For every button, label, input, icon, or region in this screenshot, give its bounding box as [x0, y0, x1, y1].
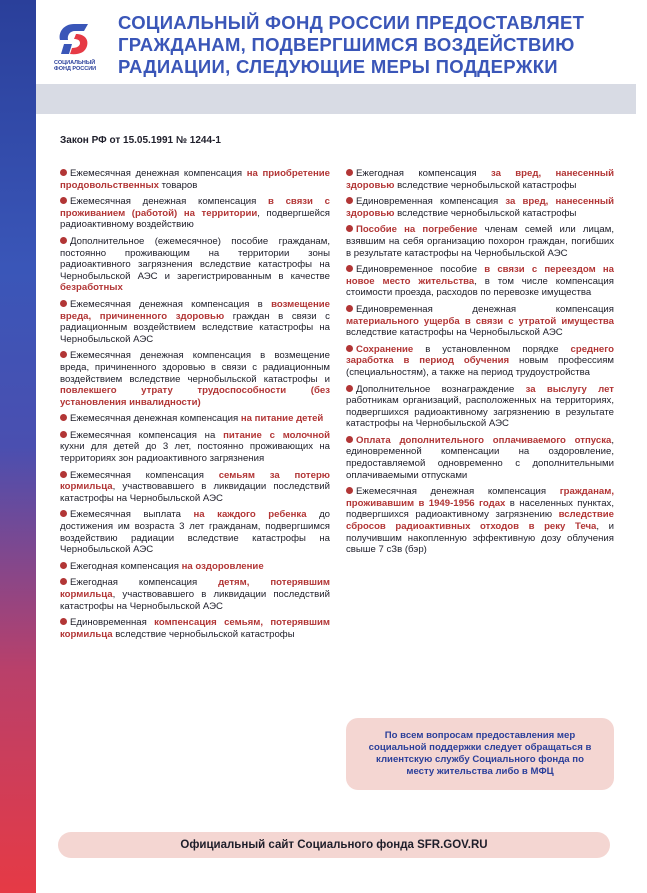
bullet-dot-icon: [60, 414, 67, 421]
benefit-text: Ежемесячная компенсация: [70, 469, 219, 481]
benefit-item: [346, 264, 614, 299]
benefit-text: в населенных пунктах, подвергшихся радиоактивному загрязнению: [346, 497, 614, 521]
bullet-dot-icon: [60, 169, 67, 176]
benefit-text: Единовременная компенсация: [356, 196, 506, 208]
benefit-item: [346, 224, 614, 259]
benefit-highlight: за вред, нанесенный здоровью: [346, 168, 614, 191]
benefit-text: граждан в связи с радиационным воздействием вследствие катастрофы на Чернобыльской АЭС: [60, 310, 330, 345]
benefit-item: [60, 577, 330, 612]
law-reference: Закон РФ от 15.05.1991 № 1244-1: [60, 135, 221, 146]
benefit-item: [60, 561, 330, 573]
bullet-dot-icon: [60, 618, 67, 625]
bullet-dot-icon: [60, 300, 67, 307]
benefit-text: вследствие чернобыльской катастрофы: [394, 207, 577, 219]
benefit-text: Единовременная: [70, 617, 155, 629]
benefit-text: , участвовавшего в ликвидации последствий катастрофы на Чернобыльской АЭС: [60, 481, 330, 504]
benefit-text: вследствие чернобыльской катастрофы: [112, 628, 295, 640]
benefit-item: [60, 617, 330, 640]
benefit-text: Ежемесячная выплата: [70, 509, 194, 521]
bullet-dot-icon: [346, 169, 353, 176]
bullet-dot-icon: [60, 351, 67, 358]
benefit-item: [60, 196, 330, 231]
benefit-text: вследствие катастрофы на Чернобыльской АЭС: [346, 327, 563, 339]
benefit-highlight: вследствие сбросов радиоактивных отходов в реку Теча: [346, 509, 614, 533]
benefit-highlight: семьям за потерю кормильца: [60, 469, 330, 493]
benefit-text: Ежемесячная денежная компенсация: [356, 486, 560, 498]
benefit-text: кухни для детей до 3 лет, постоянно проживающих на территориях зон радиоактивного загрязнения: [60, 441, 330, 465]
benefit-text: Ежемесячная компенсация на: [70, 429, 224, 441]
bullet-dot-icon: [346, 197, 353, 204]
benefit-text: , участвовавшего в ликвидации последствий катастрофы на Чернобыльской АЭС: [60, 589, 330, 612]
benefit-highlight: детям, потерявшим кормильца: [60, 577, 330, 600]
benefit-text: товаров: [158, 179, 198, 191]
benefit-highlight: безработных: [60, 282, 123, 294]
benefit-item: [60, 430, 330, 465]
bullet-dot-icon: [60, 471, 67, 478]
benefit-text: Ежемесячная денежная компенсация: [70, 168, 247, 179]
bullet-dot-icon: [346, 225, 353, 232]
bullet-dot-icon: [346, 385, 353, 392]
benefit-item: [60, 299, 330, 345]
benefit-highlight: питание с молочной: [223, 429, 330, 441]
bullet-dot-icon: [60, 197, 67, 204]
benefit-text: членам семей или лицам, взявшим на себя организацию похорон граждан, погибших в результате катастрофы на Чернобыльской АЭС: [346, 224, 614, 259]
benefit-text: Ежегодная компенсация: [356, 168, 491, 179]
bullet-dot-icon: [60, 431, 67, 438]
left-benefits-column: [60, 168, 330, 645]
benefit-highlight: в связи с переездом на новое место жительства: [346, 264, 614, 287]
benefit-text: Дополнительное вознаграждение: [356, 383, 526, 395]
benefit-text: Ежемесячная денежная компенсация в возмещение вреда, причиненного здоровью в связи с радиационным воздействием вследствие чернобыльской катастрофы и: [60, 350, 330, 385]
benefit-item: [346, 344, 614, 379]
benefit-highlight: компенсация семьям, потерявшим кормильца: [60, 617, 331, 640]
benefit-highlight: в связи с проживанием (работой) на территории: [60, 196, 331, 219]
bullet-dot-icon: [60, 578, 67, 585]
bullet-dot-icon: [346, 265, 353, 272]
benefit-item: [60, 413, 330, 425]
benefit-highlight: возмещение вреда, причиненного здоровью: [60, 298, 330, 322]
benefit-highlight: материального ущерба в связи с утратой имущества: [346, 315, 614, 327]
benefit-text: Единовременная денежная компенсация: [356, 303, 614, 315]
sfr-logo-icon: [54, 20, 100, 58]
benefit-item: [60, 509, 330, 555]
benefit-item: [346, 168, 614, 191]
bullet-dot-icon: [346, 305, 353, 312]
benefit-highlight: на оздоровление: [181, 560, 264, 572]
benefit-text: Ежемесячная денежная компенсация: [70, 413, 241, 425]
benefit-item: [60, 470, 330, 505]
benefit-text: до достижения им возраста 3 лет гражданам, подвергшимся воздействию радиации вследствие катастрофы на Чернобыльской АЭС: [60, 509, 331, 556]
benefit-highlight: на питание детей: [240, 413, 324, 425]
benefit-text: новым профессиям (специальностям), а также на период трудоустройства: [346, 355, 614, 378]
benefit-text: , и получившим накопленную эффективную дозу облучения свыше 7 сЗв (бэр): [346, 521, 614, 556]
logo: [54, 20, 114, 72]
benefit-item: [346, 304, 614, 339]
benefit-text: Ежегодная компенсация: [70, 577, 219, 589]
benefit-highlight: Пособие на погребение: [356, 224, 478, 236]
benefit-highlight: на приобретение продовольственных: [60, 168, 330, 191]
benefit-highlight: Сохранение: [356, 343, 414, 355]
benefit-text: , в том числе компенсация стоимости проезда, расходов по перевозке имущества: [346, 275, 614, 299]
benefit-highlight: гражданам, проживавшим в 1949-1956 годах: [346, 486, 614, 509]
bullet-dot-icon: [346, 436, 353, 443]
info-box: [346, 718, 614, 790]
footer-text: Официальный сайт Социального фонда SFR.GOV.RU: [180, 839, 488, 851]
benefit-text: работникам организаций, расположенных на территориях, подвергшихся радиоактивному загрязнению в результате катастрофы на Чернобыльской АЭС: [346, 395, 614, 430]
benefit-highlight: за выслугу лет: [525, 383, 615, 395]
benefit-item: [346, 196, 614, 219]
benefit-text: Ежемесячная денежная компенсация: [70, 196, 268, 208]
benefit-text: в установленном порядке: [413, 343, 571, 355]
benefit-item: [60, 236, 330, 294]
bullet-dot-icon: [60, 237, 67, 244]
benefit-highlight: повлекшего утрату трудоспособности (без установления инвалидности): [60, 385, 330, 408]
bullet-dot-icon: [346, 487, 353, 494]
benefit-item: [346, 384, 614, 430]
benefit-text: , единовременной компенсации на оздоровление, предоставляемой одновременно с дополнительными оплачиваемыми отпусками: [346, 434, 614, 481]
side-gradient-stripe: [0, 0, 36, 893]
benefit-text: Ежегодная компенсация: [70, 560, 182, 572]
logo-line-1: СОЦИАЛЬНЫЙ: [54, 60, 96, 66]
logo-line-2: ФОНД РОССИИ: [54, 66, 97, 72]
bullet-dot-icon: [60, 562, 67, 569]
benefit-text: Ежемесячная денежная компенсация в: [70, 298, 272, 310]
benefit-highlight: на каждого ребенка: [193, 509, 307, 521]
benefit-highlight: Оплата дополнительного оплачиваемого отпуска: [356, 434, 612, 446]
benefit-item: [60, 350, 330, 408]
benefit-text: Дополнительное (ежемесячное) пособие гражданам, постоянно проживающим на территории зоны радиоактивного загрязнения вследствие катастрофы на Чернобыльской АЭС и зарегистрированным в качестве: [60, 235, 330, 282]
benefit-item: [346, 435, 614, 481]
benefit-text: вследствие чернобыльской катастрофы: [394, 179, 577, 191]
header-band: [36, 84, 636, 114]
benefit-text: , подвергшейся радиоактивному воздействию: [60, 207, 330, 231]
info-text: По всем вопросам предоставления мер социальной поддержки следует обращаться в клиентскую службу Социального фонда по месту жительства либо в МФЦ: [368, 730, 592, 777]
benefit-highlight: за вред, нанесенный здоровью: [346, 196, 614, 219]
benefit-item: [346, 486, 614, 556]
page-headline: СОЦИАЛЬНЫЙ ФОНД РОССИИ ПРЕДОСТАВЛЯЕТ ГРАЖДАНАМ, ПОДВЕРГШИМСЯ ВОЗДЕЙСТВИЮ РАДИАЦИИ, СЛЕДУЮЩИЕ МЕРЫ ПОДДЕРЖКИ: [118, 12, 585, 77]
footer-banner: [58, 832, 610, 858]
right-benefits-column: [346, 168, 614, 561]
benefit-highlight: среднего заработка в период обучения: [346, 343, 614, 367]
bullet-dot-icon: [346, 345, 353, 352]
benefit-item: [60, 168, 330, 191]
bullet-dot-icon: [60, 510, 67, 517]
benefit-text: Единовременное пособие: [356, 264, 485, 276]
